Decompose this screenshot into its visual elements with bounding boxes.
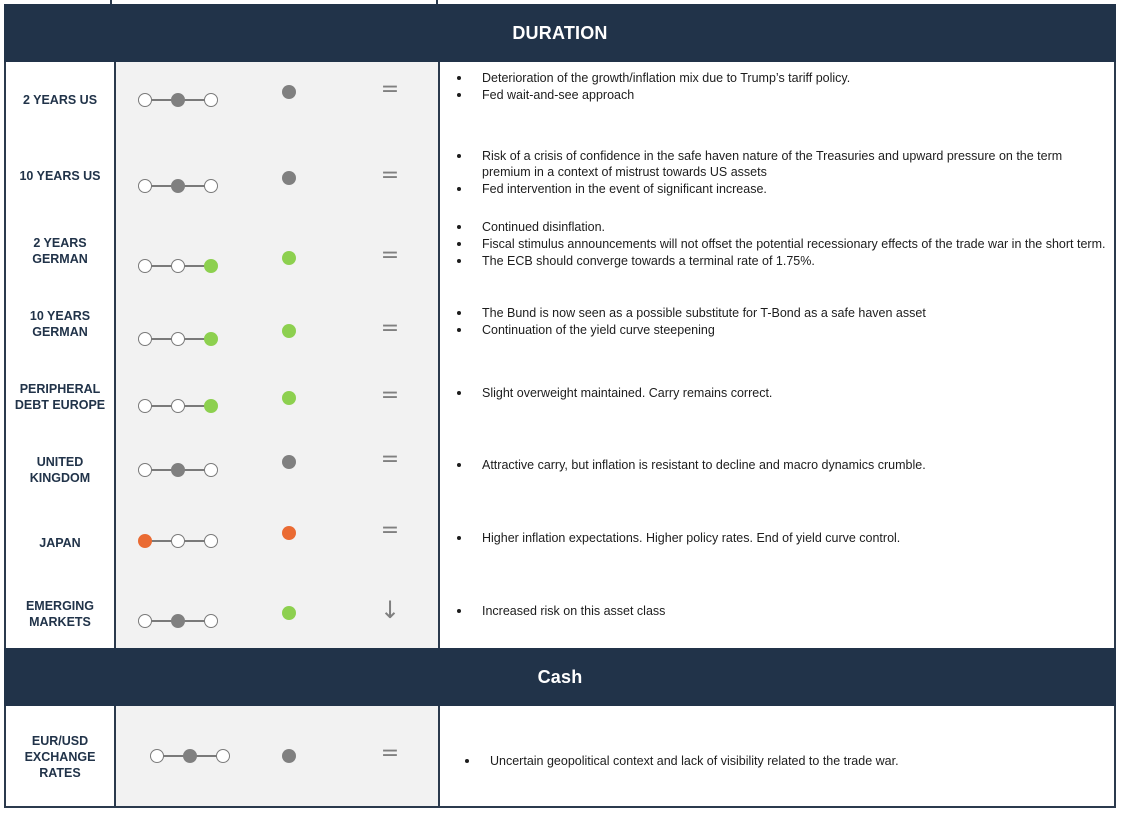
scale-connector <box>183 338 206 340</box>
position-scale <box>150 748 230 764</box>
row-label: EUR/USD EXCHANGE RATES <box>24 734 96 780</box>
duration-section <box>4 62 1116 648</box>
trend-neutral-icon: = <box>380 447 400 472</box>
row-label: 2 YEARS US <box>22 93 98 107</box>
scale-connector <box>162 755 185 757</box>
comment-bullet: Risk of a crisis of confidence in the safe haven nature of the Treasuries and upward pressure on the term premium in a context of mistrust towards US assets <box>454 148 1108 180</box>
trend-neutral-icon: = <box>380 741 400 766</box>
scale-dot-selected <box>183 749 197 763</box>
table-row <box>6 62 1114 138</box>
scale-dot-selected <box>204 399 218 413</box>
table-row <box>6 138 1114 213</box>
scale-connector <box>183 185 206 187</box>
outlook-dot <box>282 526 296 540</box>
scale-dot <box>204 93 218 107</box>
scale-dot <box>150 749 164 763</box>
scale-dot <box>216 749 230 763</box>
scale-connector <box>183 540 206 542</box>
comment-list <box>454 305 1108 339</box>
scale-connector <box>183 469 206 471</box>
comment-bullet: Deterioration of the growth/inflation mix due to Trump’s tariff policy. <box>454 70 1108 86</box>
comment-bullet: Fiscal stimulus announcements will not offset the potential recessionary effects of the trade war in the short term. <box>454 236 1108 252</box>
scale-connector <box>150 540 173 542</box>
comment-bullet: Attractive carry, but inflation is resistant to decline and macro dynamics crumble. <box>454 457 1108 473</box>
row-label: JAPAN <box>39 535 81 550</box>
comment-bullet: The Bund is now seen as a possible substitute for T-Bond as a safe haven asset <box>454 305 1108 321</box>
scale-dot-selected <box>204 259 218 273</box>
position-scale <box>138 331 218 347</box>
trend-neutral-icon: = <box>380 163 400 188</box>
position-scale <box>138 178 218 194</box>
position-scale <box>138 258 218 274</box>
scale-connector <box>150 99 173 101</box>
allocation-table <box>4 0 1116 808</box>
scale-connector <box>183 99 206 101</box>
trend-neutral-icon: = <box>380 383 400 408</box>
section-header-cash <box>4 648 1116 706</box>
comment-list <box>454 70 1108 104</box>
scale-dot <box>204 179 218 193</box>
comment-bullet: Fed intervention in the event of significant increase. <box>454 181 1108 197</box>
outlook-dot <box>282 606 296 620</box>
comment-list <box>454 457 1108 474</box>
scale-dot-selected <box>171 463 185 477</box>
scale-dot-selected <box>171 614 185 628</box>
section-title: Cash <box>537 666 583 687</box>
scale-connector <box>150 469 173 471</box>
position-scale <box>138 92 218 108</box>
comment-bullet: Uncertain geopolitical context and lack of visibility related to the trade war. <box>462 753 1108 769</box>
scale-dot <box>138 93 152 107</box>
scale-connector <box>150 185 173 187</box>
trend-neutral-icon: = <box>380 243 400 268</box>
outlook-dot <box>282 391 296 405</box>
comment-bullet: Continuation of the yield curve steepening <box>454 322 1108 338</box>
table-row <box>6 360 1114 433</box>
comment-bullet: Slight overweight maintained. Carry remains correct. <box>454 385 1108 401</box>
trend-neutral-icon: = <box>380 518 400 543</box>
scale-connector <box>183 405 206 407</box>
scale-connector <box>195 755 218 757</box>
scale-dot <box>204 534 218 548</box>
scale-dot <box>138 179 152 193</box>
scale-dot <box>138 259 152 273</box>
table-row <box>6 288 1114 360</box>
comment-bullet: Continued disinflation. <box>454 219 1108 235</box>
scale-dot <box>138 332 152 346</box>
row-label: 2 YEARS GERMAN <box>32 235 88 266</box>
outlook-dot <box>282 85 296 99</box>
comment-list <box>454 148 1108 198</box>
outlook-dot <box>282 171 296 185</box>
outlook-dot <box>282 455 296 469</box>
comment-list <box>454 603 1108 620</box>
table-row <box>6 579 1114 648</box>
table-row <box>6 213 1114 288</box>
row-label: UNITED KINGDOM <box>29 454 91 485</box>
comment-list <box>454 385 1108 402</box>
scale-connector <box>150 265 173 267</box>
scale-dot-selected <box>204 332 218 346</box>
section-header-duration <box>4 4 1116 62</box>
scale-dot <box>138 614 152 628</box>
scale-connector <box>150 620 173 622</box>
table-row <box>6 433 1114 506</box>
comment-bullet: Increased risk on this asset class <box>454 603 1108 619</box>
scale-dot <box>171 399 185 413</box>
trend-down-icon: ↓ <box>380 596 401 624</box>
row-label: PERIPHERAL DEBT EUROPE <box>14 381 106 412</box>
scale-dot <box>171 332 185 346</box>
scale-dot <box>171 534 185 548</box>
trend-neutral-icon: = <box>380 77 400 102</box>
table-row <box>6 706 1114 808</box>
row-label: 10 YEARS GERMAN <box>29 309 91 339</box>
scale-dot <box>204 463 218 477</box>
table-row <box>6 506 1114 579</box>
position-scale <box>138 613 218 629</box>
cash-section <box>4 706 1116 808</box>
trend-neutral-icon: = <box>380 316 400 341</box>
position-scale <box>138 398 218 414</box>
scale-dot <box>138 399 152 413</box>
scale-connector <box>183 265 206 267</box>
outlook-dot <box>282 749 296 763</box>
scale-connector <box>150 338 173 340</box>
scale-dot <box>138 463 152 477</box>
outlook-dot <box>282 324 296 338</box>
comment-list <box>454 219 1108 270</box>
scale-connector <box>150 405 173 407</box>
row-label: 10 YEARS US <box>19 168 101 183</box>
comment-bullet: Higher inflation expectations. Higher policy rates. End of yield curve control. <box>454 530 1108 546</box>
scale-connector <box>183 620 206 622</box>
scale-dot <box>171 259 185 273</box>
comment-list <box>462 753 1108 770</box>
row-label: EMERGING MARKETS <box>25 598 95 629</box>
scale-dot-selected <box>138 534 152 548</box>
comment-bullet: Fed wait-and-see approach <box>454 87 1108 103</box>
position-scale <box>138 533 218 549</box>
comment-list <box>454 530 1108 547</box>
outlook-dot <box>282 251 296 265</box>
scale-dot-selected <box>171 179 185 193</box>
scale-dot <box>204 614 218 628</box>
comment-bullet: The ECB should converge towards a terminal rate of 1.75%. <box>454 253 1108 269</box>
section-title: DURATION <box>512 22 608 43</box>
scale-dot-selected <box>171 93 185 107</box>
position-scale <box>138 462 218 478</box>
